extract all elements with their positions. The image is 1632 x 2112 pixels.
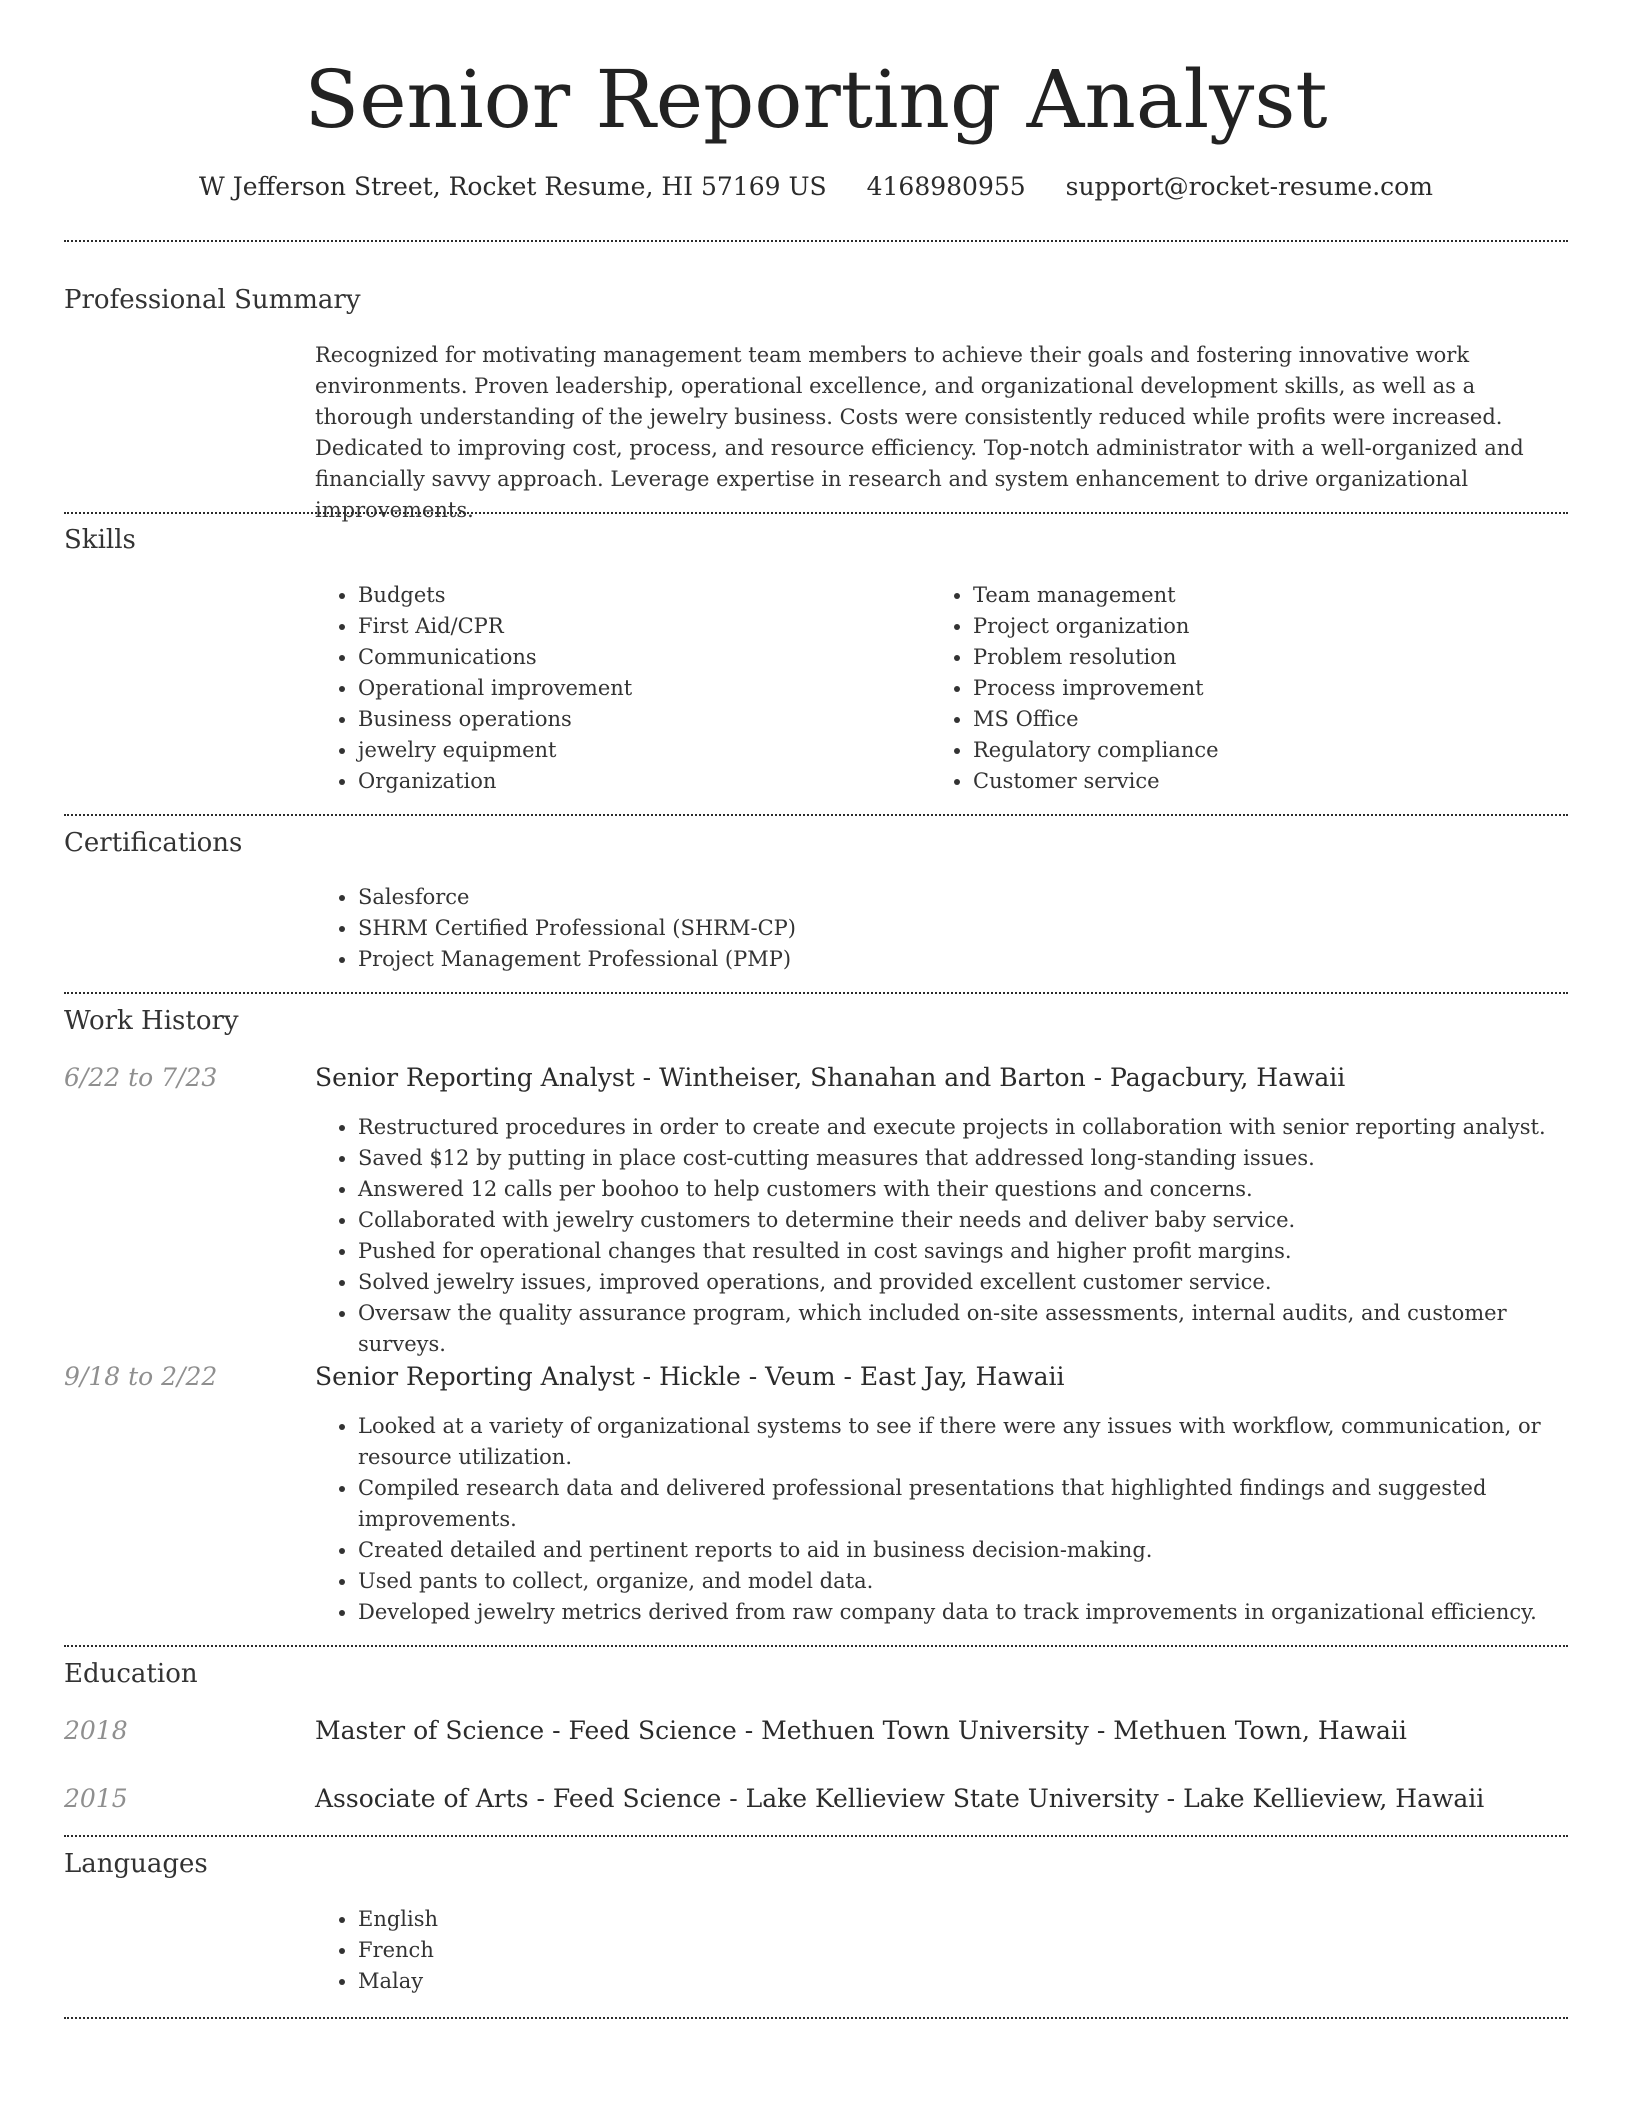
section-title-certifications: Certifications bbox=[64, 828, 243, 858]
education-year: 2015 bbox=[64, 1784, 128, 1813]
skills-column-right bbox=[929, 580, 1529, 797]
divider bbox=[64, 240, 1568, 242]
job-dates: 9/18 to 2/22 bbox=[64, 1362, 218, 1391]
divider bbox=[64, 1645, 1568, 1647]
list-item: • Budgets bbox=[358, 580, 914, 611]
divider bbox=[64, 1835, 1568, 1837]
list-item: • Oversaw the quality assurance program, which included on-site assessments, internal audits, and customer surveys. bbox=[358, 1298, 1574, 1360]
education-degree: Associate of Arts - Feed Science - Lake Kellieview State University - Lake Kellieview, Hawaii bbox=[315, 1784, 1485, 1813]
list-item: • Organization bbox=[358, 766, 914, 797]
list-item: • Answered 12 calls per boohoo to help customers with their questions and concerns. bbox=[358, 1174, 1574, 1205]
list-item: • Looked at a variety of organizational systems to see if there were any issues with workflow, communication, or resource utilization. bbox=[358, 1411, 1564, 1473]
list-item: • English bbox=[358, 1904, 914, 1935]
list-item: • Project Management Professional (PMP) bbox=[358, 944, 1564, 975]
section-title-skills: Skills bbox=[64, 525, 136, 555]
job-bullets bbox=[314, 1411, 1564, 1628]
education-year: 2018 bbox=[64, 1716, 128, 1745]
list-item: • Developed jewelry metrics derived from raw company data to track improvements in organizational efficiency. bbox=[358, 1597, 1564, 1628]
section-title-summary: Professional Summary bbox=[64, 285, 361, 315]
section-title-education: Education bbox=[64, 1659, 198, 1689]
list-item: • Restructured procedures in order to create and execute projects in collaboration with senior reporting analyst. bbox=[358, 1112, 1574, 1143]
list-item: • Pushed for operational changes that resulted in cost savings and higher profit margins. bbox=[358, 1236, 1574, 1267]
page-title: Senior Reporting Analyst bbox=[304, 53, 1328, 146]
divider bbox=[64, 512, 1568, 514]
job-title: Senior Reporting Analyst - Wintheiser, Shanahan and Barton - Pagacbury, Hawaii bbox=[315, 1063, 1346, 1092]
list-item: • SHRM Certified Professional (SHRM-CP) bbox=[358, 913, 1564, 944]
list-item: • Created detailed and pertinent reports to aid in business decision-making. bbox=[358, 1535, 1564, 1566]
list-item: • Customer service bbox=[973, 766, 1529, 797]
list-item: • Problem resolution bbox=[973, 642, 1529, 673]
certifications-list bbox=[314, 882, 1564, 975]
list-item: • French bbox=[358, 1935, 914, 1966]
list-item: • Malay bbox=[358, 1966, 914, 1997]
list-item: • First Aid/CPR bbox=[358, 611, 914, 642]
list-item: • Communications bbox=[358, 642, 914, 673]
job-title: Senior Reporting Analyst - Hickle - Veum - East Jay, Hawaii bbox=[315, 1362, 1065, 1391]
list-item: • Salesforce bbox=[358, 882, 1564, 913]
list-item: • Operational improvement bbox=[358, 673, 914, 704]
job-bullets bbox=[314, 1112, 1574, 1360]
section-title-languages: Languages bbox=[64, 1849, 208, 1879]
list-item: • Team management bbox=[973, 580, 1529, 611]
contact-line bbox=[0, 170, 1632, 204]
list-item: • Used pants to collect, organize, and model data. bbox=[358, 1566, 1564, 1597]
divider bbox=[64, 2017, 1568, 2019]
list-item: • Business operations bbox=[358, 704, 914, 735]
education-degree: Master of Science - Feed Science - Methuen Town University - Methuen Town, Hawaii bbox=[315, 1716, 1407, 1745]
list-item: • Compiled research data and delivered professional presentations that highlighted findings and suggested improvements. bbox=[358, 1473, 1564, 1535]
list-item: • Collaborated with jewelry customers to determine their needs and deliver baby service. bbox=[358, 1205, 1574, 1236]
languages-list bbox=[314, 1904, 914, 1997]
divider bbox=[64, 814, 1568, 816]
skills-column-left bbox=[314, 580, 914, 797]
summary-text: Recognized for motivating management team members to achieve their goals and fostering innovative work environments. Proven leadership, operational excellence, and organizational development skills, as well as a thorough understanding of the jewelry business. Costs were consistently reduced while profits were increased. Dedicated to improving cost, process, and resource efficiency. Top-notch administrator with a well-organized and financially savvy approach. Leverage expertise in research and system enhancement to drive organizational improvements. bbox=[315, 343, 1524, 522]
section-title-work-history: Work History bbox=[64, 1006, 239, 1036]
list-item: • jewelry equipment bbox=[358, 735, 914, 766]
list-item: • Process improvement bbox=[973, 673, 1529, 704]
contact-address: W Jefferson Street, Rocket Resume, HI 57169 US bbox=[199, 172, 827, 201]
list-item: • MS Office bbox=[973, 704, 1529, 735]
list-item: • Saved $12 by putting in place cost-cutting measures that addressed long-standing issues. bbox=[358, 1143, 1574, 1174]
list-item: • Project organization bbox=[973, 611, 1529, 642]
divider bbox=[64, 992, 1568, 994]
contact-phone: 4168980955 bbox=[866, 172, 1026, 201]
list-item: • Regulatory compliance bbox=[973, 735, 1529, 766]
list-item: • Solved jewelry issues, improved operations, and provided excellent customer service. bbox=[358, 1267, 1574, 1298]
job-dates: 6/22 to 7/23 bbox=[64, 1063, 218, 1092]
contact-email: support@rocket-resume.com bbox=[1065, 172, 1433, 201]
